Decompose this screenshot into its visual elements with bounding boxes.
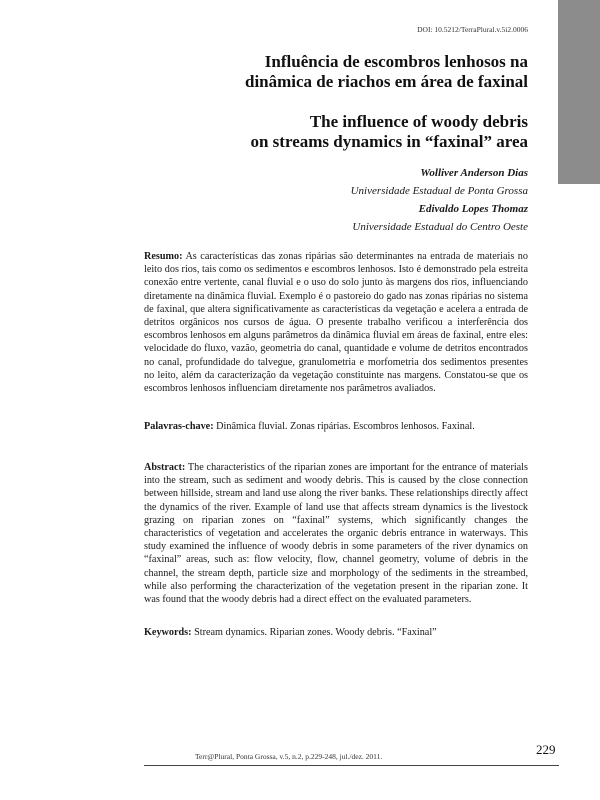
resumo-label: Resumo: <box>144 251 183 262</box>
abstract-label: Abstract: <box>144 462 186 473</box>
title-line: Influência de escombros lenhosos na <box>264 52 528 71</box>
title-line: The influence of woody debris <box>309 112 528 131</box>
page-number: 229 <box>536 742 556 757</box>
author-affiliation: Universidade Estadual de Ponta Grossa <box>350 185 528 197</box>
title-line: dinâmica de riachos em área de faxinal <box>245 72 528 91</box>
title-english <box>250 112 528 152</box>
abstract-paragraph <box>144 461 528 606</box>
palavras-chave-label: Palavras-chave: <box>144 421 214 432</box>
author-name: Edivaldo Lopes Thomaz <box>418 203 528 215</box>
abstract-text: The characteristics of the riparian zones are important for the entrance of materials into the stream, such as sediment and woody debris. This is caused by the close connection between hillside, stream and land use along the river banks. These relationships directly affect the dynamics of the river. Example of land use that affects stream dynamics is the livestock grazing on riparian zones on “faxinal” systems, which significantly changes the characteristics of vegetation and accelerates the organic debris entrance in waterways. This study examined the influence of woody debris in some parameters of the river dynamics on “faxinal” areas, such as: flow velocity, flow, channel geometry, volume of debris in the channel, the stream depth, particle size and morphology of the sediments in the streambed, while also performing the characterization of the vegetation present in the riparian zone. It was found that the woody debris had a direct effect on the evaluated parameters. <box>144 462 528 606</box>
keywords-label: Keywords: <box>144 627 192 638</box>
palavras-chave-text: Dinâmica fluvial. Zonas ripárias. Escombros lenhosos. Faxinal. <box>216 421 475 432</box>
keywords-text: Stream dynamics. Riparian zones. Woody debris. “Faxinal” <box>194 627 437 638</box>
resumo-paragraph <box>144 250 528 395</box>
resumo-text: As características das zonas ripárias são determinantes na entrada de materiais no leito dos rios, tais como os sedimentos e escombros lenhosos. Isto é demonstrado pela estreita conexão entre vertente, canal fluvial e o uso do solo junto às margens dos rios, influenciando diretamente na dinâmica fluvial. Exemplo é o pastoreio do gado nas zonas ripárias no sistema de faxinal, que altera significativamente as características da vegetação e acelera a entrada de detritos orgânicos nos cursos de água. O presente trabalho verificou a interferência dos escombros lenhosos em alguns parâmetros da dinâmica fluvial em áreas de faxinal, entre eles: velocidade do fluxo, vazão, geometria do canal, quantidade e volume de detritos encontrados no canal, profundidade do talvegue, granulometria e morfometria dos sedimentos presentes no leito, além da caracterização da vegetação constituinte nas margens. Constatou-se que os escombros lenhosos influenciam diretamente nos parâmetros avaliados. <box>144 251 528 395</box>
author-list <box>351 162 528 234</box>
title-portuguese <box>245 52 528 92</box>
author-name: Wolliver Anderson Dias <box>420 167 528 179</box>
keywords-paragraph <box>144 626 528 639</box>
footer-citation: Terr@Plural, Ponta Grossa, v.5, n.2, p.229-248, jul./dez. 2011. <box>195 752 383 761</box>
author-affiliation: Universidade Estadual do Centro Oeste <box>352 221 528 233</box>
palavras-chave-paragraph <box>144 420 528 433</box>
title-line: on streams dynamics in “faxinal” area <box>250 132 528 151</box>
doi-text: DOI: 10.5212/TerraPlural.v.5i2.0006 <box>417 25 528 34</box>
side-tab-decoration <box>558 0 600 184</box>
footer-rule <box>144 765 559 766</box>
